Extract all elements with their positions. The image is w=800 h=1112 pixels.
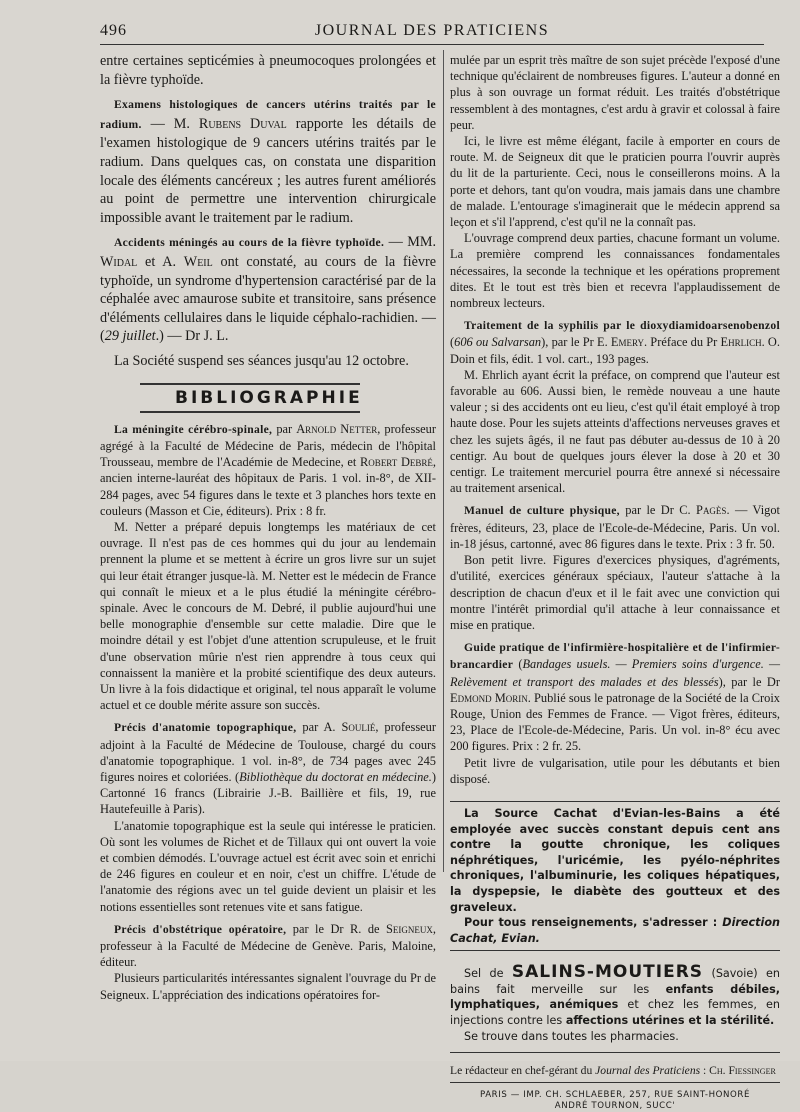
man-author: Pagès — [696, 503, 727, 518]
cachat-contact — [450, 915, 780, 946]
men-text-2: , professeur agrégé à la Faculté de Médecine de Paris, médecin de l'hôpital Trousseau, membre de l'Académie de Medecine, et — [100, 421, 436, 470]
obstetrique-review-p3: L'ouvrage comprend deux parties, chacune formant un volume. La première comprend les connaissances fondamentales nécessaires, la seconde la technique et les opérations proprement dites. Et le tout est très bien et recevra l'applaudissement de nombreux lecteurs. — [450, 231, 780, 311]
salins-advert — [450, 961, 780, 1053]
syphilis-review: M. Ehrlich ayant écrit la préface, on comprend que l'auteur est favorable au 606. Aussi bien, le remède nouveau a une haute valeur ; si des accidents ont eu lieu, c'est qu'il était employé à trop haute dose. Pour les sujets atteints d'affections nerveuses graves et chez les sujets âgés, il ne faut pas débuter au-dessus de 10 à 20 centigr. Au bout de quelques jours élever la dose à 20 et 30 centigr. Le traitement mercuriel pourra être annexé si nécessaire au traitement arsenical. — [450, 367, 780, 496]
obstetrique-entry — [100, 921, 436, 971]
man-text-2: . — Vigot frères, éditeurs, 23, place de l'Ecole-de-Médecine, Paris. Un vol. in-18 jésus, cartonné, avec 86 figures dans le texte. Prix : 3 fr. 50. — [450, 503, 780, 551]
printer-imprint — [450, 1090, 780, 1112]
suspend-notice: La Société suspend ses séances jusqu'au 12 octobre. — [114, 352, 409, 369]
acc-body: ont constaté, au cours de la fièvre typhoïde, un syndrome d'hypertension caractérisé par de la céphalée avec amaurose subite et transitoire, sans présence d'éléments cellulaires dans le liquide céphalo-rachidien. — ( — [100, 253, 437, 345]
syph-author-2: Ehrlich — [720, 335, 762, 350]
obstetrique-review-cont: mulée par un esprit très maître de son sujet précède l'exposé d'une technique qu'éclairent de nombreuses figures. L'auteur a donné en plus à son ouvrage un format réduit. Les traités d'obstétrique ressemblent à des montagnes, c'est ardu à gravir et colossal à faire peur. — [450, 53, 780, 132]
syphilis-entry — [450, 317, 780, 367]
syph-text-3: . Préface du Pr — [643, 335, 721, 350]
culture-entry — [450, 502, 780, 552]
obstetrique-review-p2: Ici, le livre est même élégant, facile à emporter en cours de route. M. de Seigneux dit que le praticien pourra l'ouvrir auprès du lit de la parturiente. Ceci, nous le conseillerons moins. A la porte et dehors, tant qu'on voudra, mais jamais dans une chambre de malade. L'entourage s'imaginerait que le médecin apprend sa leçon et s'il l'apprend, c'est qu'il ne la connaît pas. — [450, 134, 780, 230]
acc-text-2: et A. — [137, 253, 184, 270]
obst-text-2: , professeur à la Faculté de Médecine de Genève. Paris, Maloine, éditeur. — [100, 921, 437, 970]
prec-text-1: par A. — [296, 720, 342, 735]
salins-text-2: et chez les femmes, en injections contre les — [450, 998, 781, 1028]
guide-text-2: ), par le Dr — [718, 674, 781, 689]
prec-heading: Précis d'anatomie topographique, — [114, 721, 297, 735]
exam-text: — M. — [141, 115, 199, 132]
salins-text — [450, 962, 781, 1028]
syph-text-4: . O. Doin et fils, édit. 1 vol. cart., 193 pages. — [450, 335, 780, 366]
obstetrique-review-start: Plusieurs particularités intéressantes signalent l'ouvrage du Pr de Seigneux. L'appréciation des indications opératoires for- — [100, 971, 436, 1002]
left-column — [100, 52, 436, 1003]
bibliography-title: BIBLIOGRAPHIE — [175, 387, 363, 408]
exam-author: Rubens Duval — [198, 115, 287, 132]
exam-article — [100, 95, 436, 227]
salins-text-1: (Savoie) en bains fait merveille sur les — [450, 967, 780, 996]
culture-review: Bon petit livre. Figures d'exercices physiques, d'agréments, d'utilité, exercices généraux spéciaux, l'auteur s'attache à la description de chacun d'eux et il le fait avec une conviction qui montre l'intérêt primordial qu'il attache à leur connaissance et mise en pratique. — [450, 553, 780, 632]
editor-line — [450, 1063, 780, 1083]
salins-pre: Sel de — [464, 967, 512, 981]
salins-availability: Se trouve dans toutes les pharmacies. — [464, 1029, 679, 1043]
prec-author: Soulié — [341, 720, 376, 735]
acc-heading: Accidents méningés au cours de la fièvre typhoïde. — [114, 236, 385, 250]
syph-alt: 606 ou Salvarsan — [454, 335, 542, 350]
bib-rule-bottom — [140, 411, 360, 413]
guide-review: Petit livre de vulgarisation, utile pour les débutants et bien disposé. — [450, 755, 780, 786]
man-text-1: par le Dr C. — [619, 503, 697, 518]
printer-line-2: ANDRÉ TOURNON, SUCC' — [554, 1101, 676, 1112]
anatomie-entry — [100, 719, 436, 817]
men-text-1: par — [272, 421, 297, 436]
cachat-text — [450, 806, 780, 915]
accidents-article — [100, 233, 436, 346]
guide-text-1: ( — [513, 657, 523, 672]
men-text-3: , ancien interne-lauréat des hôpitaux de Paris. 1 vol. in-8°, de XII-284 pages, avec 54 figures dans le texte et 3 planches hors texte en couleurs (Masson et Cie, éditeurs). Prix : 8 fr. — [100, 455, 436, 518]
syph-author: Emery — [610, 335, 644, 350]
cachat-brand: La Source Cachat d'Evian-les-Bains — [464, 806, 721, 820]
guide-heading: Guide pratique de l'infirmière-hospitalière et de l'infirmier-brancardier — [450, 641, 780, 672]
journal-title: JOURNAL DES PRATICIENS — [314, 22, 550, 39]
obst-author: Seigneux — [386, 921, 433, 936]
men-heading: La méningite cérébro-spinale, — [114, 422, 273, 436]
acc-sign: .) — Dr J. L. — [155, 328, 229, 345]
anatomie-review: L'anatomie topographique est la seule qui intéresse le praticien. Où sont les volumes de Richet et de Tillaux qui ont ouvert la voie et combien démodés. L'ouvrage actuel est écrit avec soin et enrichi de 246 figures en couleur et en noir, c'est un chiffre. L'étude de l'anatomie des régions avec un tel guide devient un plaisir et les notions essentielles sont retenues vite et sans fatigue. — [100, 818, 436, 914]
prec-text-3: ) Cartonné 16 francs (Librairie J.-B. Baillière et fils, 19, rue Hautefeuille à Paris). — [100, 769, 437, 817]
page-number: 496 — [100, 22, 127, 39]
acc-date: 29 juillet — [104, 328, 156, 345]
meningite-entry — [100, 421, 436, 519]
salins-bold-2: affections utérines et la stérilité. — [565, 1014, 775, 1028]
obst-text-1: par le Dr R. de — [286, 921, 387, 936]
bibliography-heading-block — [100, 383, 436, 413]
syph-text-1: ( — [450, 335, 455, 350]
guide-text-3: . Publié sous le patronage de la Société de la Croix Rouge, Union des Femmes de France. — Vigot frères, éditeurs, 23, Place de l'Ecole-de-Médecine, Paris. Un vol. in-8° écu avec 200 figures. Prix : 2 fr. 25. — [450, 690, 780, 754]
salins-bold-1: enfants débiles, lymphatiques, anémiques — [450, 982, 780, 1012]
meningite-review: M. Netter a préparé depuis longtemps les matériaux de cet ouvrage. Il n'est pas de ces hommes qui du jour au lendemain prennent la plume et se mettent à écrire un gros livre sur un sujet qui leur était étranger jusque-là. M. Netter est le médecin de France qui connaît le mieux et a le plus étudié la méningite cérébro-spinale. Avec le concours de M. Debré, il publie aujourd'hui une belle monographie d'ensemble sur cette maladie. Dire que le moindre détail y est l'objet d'une attention scrupuleuse, et le fruit d'une observation mûrie n'est rien apprendre à tous ceux qui connaissent la manière et la probité scientifique des deux auteurs. Un livre à la fois didactique et original, tel nous apparaît le volume actuel et ce double mérite assure son succès. — [100, 519, 436, 713]
men-author: Arnold Netter — [296, 421, 378, 436]
cachat-advert — [450, 801, 780, 951]
cachat-contact-label: Pour tous renseignements, s'adresser : — [464, 916, 723, 930]
intro-paragraph: entre certaines septicémies à pneumocoques prolongées et la fièvre typhoïde. — [100, 53, 436, 88]
editor-name: : Ch. Fiessinger — [700, 1064, 776, 1078]
syph-heading: Traitement de la syphilis par le dioxydiamidoarsenobenzol — [464, 319, 780, 333]
printer-line-1: PARIS — IMP. CH. SCHLAEBER, 257, RUE SAINT-HONORÉ — [479, 1090, 751, 1101]
acc-author-1: Widal — [100, 253, 138, 270]
prec-series: Bibliothèque du doctorat en médecine. — [239, 769, 432, 784]
exam-heading: Examens histologiques de cancers utérins traités par le radium. — [100, 98, 436, 131]
acc-author-2: Weil — [183, 253, 213, 270]
bib-rule-top — [140, 383, 360, 385]
column-divider — [443, 50, 444, 872]
editor-journal: Journal des Praticiens — [595, 1064, 701, 1078]
syph-text-2: ), par le Pr E. — [541, 335, 611, 350]
guide-entry — [450, 639, 780, 754]
editor-label: Le rédacteur en chef-gérant du — [450, 1064, 596, 1078]
men-author-2: Robert Debré — [360, 455, 433, 470]
obst-heading: Précis d'obstétrique opératoire, — [114, 922, 287, 936]
guide-author: Edmond Morin — [450, 690, 528, 705]
prec-text-2: , professeur adjoint à la Faculté de Médecine de Toulouse, chargé du cours d'anatomie topographique. 1 vol. in-8°, de 734 pages avec 245 figures noires et coloriées. ( — [100, 720, 436, 784]
acc-text-1: — MM. — [384, 234, 436, 251]
cachat-contact-address: Direction Cachat, Evian. — [450, 916, 780, 945]
right-column — [450, 52, 780, 1112]
man-heading: Manuel de culture physique, — [464, 504, 620, 518]
cachat-body: a été employée avec succès constant depuis cent ans contre la goutte chronique, les coliques néphrétiques, l'uricémie, les pyélo-néphrites chroniques, l'albuminurie, les coliques hépatiques, la dyspepsie, le diabète des goutteux et des graveleux. — [450, 806, 780, 914]
salins-brand: SALINS-MOUTIERS — [511, 962, 704, 983]
guide-italic: Bandages usuels. — Premiers soins d'urgence. — Relèvement et transport des malades et des blessés — [450, 657, 780, 689]
exam-body: rapporte les détails de l'examen histologique de 9 cancers utérins traités par le radium. Dans quelques cas, on constata une disparition locale des éléments cancéreux ; les autres furent améliorés au point de permettre une intervention chirurgicale impossible avant le traitement par le radium. — [100, 115, 436, 226]
page-header — [100, 18, 764, 45]
